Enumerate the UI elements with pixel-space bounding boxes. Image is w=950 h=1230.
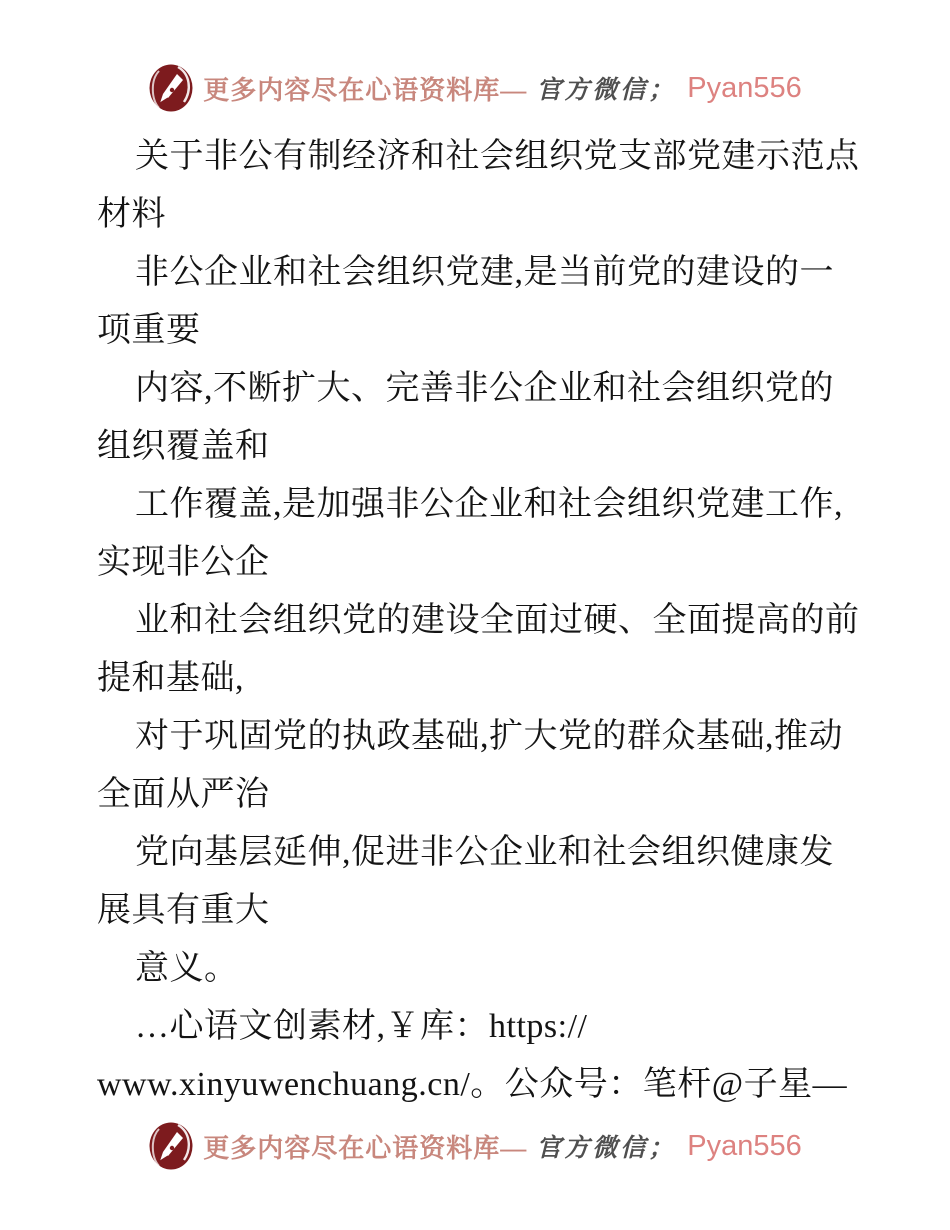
text-line: 党向基层延伸,促进非公企业和社会组织健康发 bbox=[135, 834, 834, 871]
text-line: www.xinyuwenchuang.cn/。公众号：笔杆@子星— bbox=[97, 1066, 848, 1103]
text-line: 工作覆盖,是加强非公企业和社会组织党建工作, bbox=[135, 486, 843, 523]
pen-logo-icon bbox=[148, 63, 194, 113]
text-line: 实现非公企 bbox=[97, 544, 270, 581]
text-line: 非公企业和社会组织党建,是当前党的建设的一 bbox=[135, 254, 834, 291]
watermark-wechat-label: 官方微信； bbox=[536, 77, 677, 104]
text-line: …心语文创素材,￥库：https:// bbox=[135, 1008, 588, 1045]
text-line: 项重要 bbox=[97, 312, 201, 349]
footer-watermark bbox=[0, 1118, 950, 1174]
watermark-wechat-id: Pyan556 bbox=[687, 71, 802, 104]
watermark-wechat-id: Pyan556 bbox=[687, 1129, 802, 1162]
text-line: 组织覆盖和 bbox=[97, 428, 270, 465]
text-line: 内容,不断扩大、完善非公企业和社会组织党的 bbox=[135, 370, 834, 407]
text-line: 材料 bbox=[97, 196, 166, 233]
header-watermark bbox=[0, 60, 950, 116]
text-line: 业和社会组织党的建设全面过硬、全面提高的前 bbox=[135, 602, 860, 639]
text-line: 展具有重大 bbox=[97, 892, 270, 929]
watermark-site-text: 更多内容尽在心语资料库— bbox=[203, 1133, 528, 1163]
text-line: 对于巩固党的执政基础,扩大党的群众基础,推动 bbox=[135, 718, 843, 755]
watermark-site-text: 更多内容尽在心语资料库— bbox=[203, 75, 528, 105]
pen-logo-icon bbox=[148, 1121, 194, 1171]
text-line: 关于非公有制经济和社会组织党支部党建示范点 bbox=[135, 138, 860, 175]
document-body bbox=[97, 128, 910, 1114]
watermark-wechat-label: 官方微信； bbox=[536, 1135, 677, 1162]
text-line: 全面从严治 bbox=[97, 776, 270, 813]
text-line: 提和基础, bbox=[97, 660, 244, 697]
text-line: 意义。 bbox=[135, 950, 239, 987]
